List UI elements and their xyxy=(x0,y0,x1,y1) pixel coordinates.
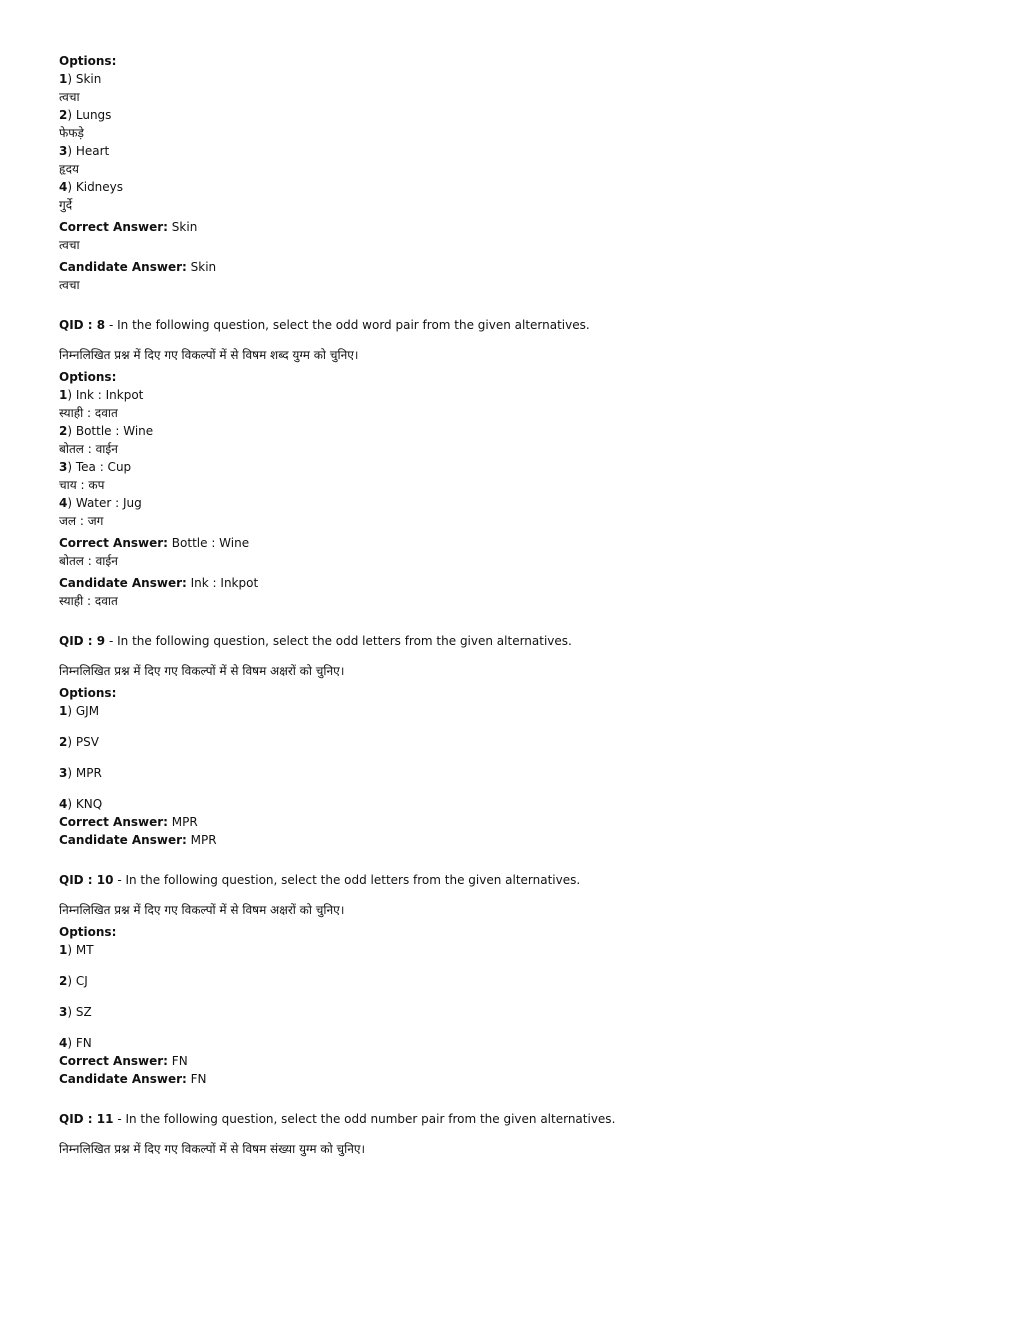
option-item-hindi: जल : जग xyxy=(59,514,104,528)
option-item-hindi: त्वचा xyxy=(59,90,80,104)
correct-answer-hindi: बोतल : वाईन xyxy=(59,554,118,568)
option-item-hindi: स्याही : दवात xyxy=(59,406,118,420)
option-item: 4) FN xyxy=(59,1036,92,1050)
question-block-10 xyxy=(59,871,979,1088)
option-item: 1) GJM xyxy=(59,704,100,718)
option-item: 2) PSV xyxy=(59,735,99,749)
candidate-answer: Candidate Answer: Skin xyxy=(59,260,217,274)
correct-answer: Correct Answer: FN xyxy=(59,1054,188,1068)
correct-answer: Correct Answer: MPR xyxy=(59,815,198,829)
option-item: 2) Lungs xyxy=(59,108,112,122)
option-item: 3) SZ xyxy=(59,1005,92,1019)
correct-answer-hindi: त्वचा xyxy=(59,238,80,252)
question-text-hindi: निम्नलिखित प्रश्न में दिए गए विकल्पों में से विषम अक्षरों को चुनिए। xyxy=(59,664,345,678)
candidate-answer: Candidate Answer: FN xyxy=(59,1072,207,1086)
option-item: 1) MT xyxy=(59,943,94,957)
option-item: 4) KNQ xyxy=(59,797,103,811)
option-item: 3) Heart xyxy=(59,144,110,158)
candidate-answer: Candidate Answer: Ink : Inkpot xyxy=(59,576,259,590)
question-text: QID : 11 - In the following question, select the odd number pair from the given alternatives. xyxy=(59,1112,616,1126)
question-text: QID : 8 - In the following question, select the odd word pair from the given alternatives. xyxy=(59,318,590,332)
correct-answer: Correct Answer: Bottle : Wine xyxy=(59,536,250,550)
option-item: 3) Tea : Cup xyxy=(59,460,132,474)
document-page xyxy=(59,52,979,1158)
options-label: Options: xyxy=(59,54,117,68)
option-item-hindi: बोतल : वाईन xyxy=(59,442,118,456)
options-label: Options: xyxy=(59,370,117,384)
question-block-11 xyxy=(59,1110,979,1158)
question-block-8 xyxy=(59,316,979,610)
candidate-answer-hindi: स्याही : दवात xyxy=(59,594,118,608)
option-item-hindi: चाय : कप xyxy=(59,478,105,492)
question-block-prev xyxy=(59,52,979,294)
question-text: QID : 9 - In the following question, select the odd letters from the given alternatives. xyxy=(59,634,572,648)
candidate-answer-hindi: त्वचा xyxy=(59,278,80,292)
option-item: 4) Water : Jug xyxy=(59,496,142,510)
option-item: 3) MPR xyxy=(59,766,102,780)
correct-answer: Correct Answer: Skin xyxy=(59,220,198,234)
question-block-9 xyxy=(59,632,979,849)
question-text-hindi: निम्नलिखित प्रश्न में दिए गए विकल्पों में से विषम संख्या युग्म को चुनिए। xyxy=(59,1142,366,1156)
option-item-hindi: फेफड़े xyxy=(59,126,84,140)
question-text-hindi: निम्नलिखित प्रश्न में दिए गए विकल्पों में से विषम अक्षरों को चुनिए। xyxy=(59,903,345,917)
options-label: Options: xyxy=(59,925,117,939)
question-text: QID : 10 - In the following question, select the odd letters from the given alternatives. xyxy=(59,873,581,887)
candidate-answer: Candidate Answer: MPR xyxy=(59,833,217,847)
option-item-hindi: हृदय xyxy=(59,162,79,176)
question-text-hindi: निम्नलिखित प्रश्न में दिए गए विकल्पों में से विषम शब्द युग्म को चुनिए। xyxy=(59,348,359,362)
option-item: 2) CJ xyxy=(59,974,88,988)
option-item: 1) Skin xyxy=(59,72,102,86)
option-item: 2) Bottle : Wine xyxy=(59,424,154,438)
option-item-hindi: गुर्दे xyxy=(59,198,73,212)
option-item: 4) Kidneys xyxy=(59,180,124,194)
options-label: Options: xyxy=(59,686,117,700)
option-item: 1) Ink : Inkpot xyxy=(59,388,144,402)
